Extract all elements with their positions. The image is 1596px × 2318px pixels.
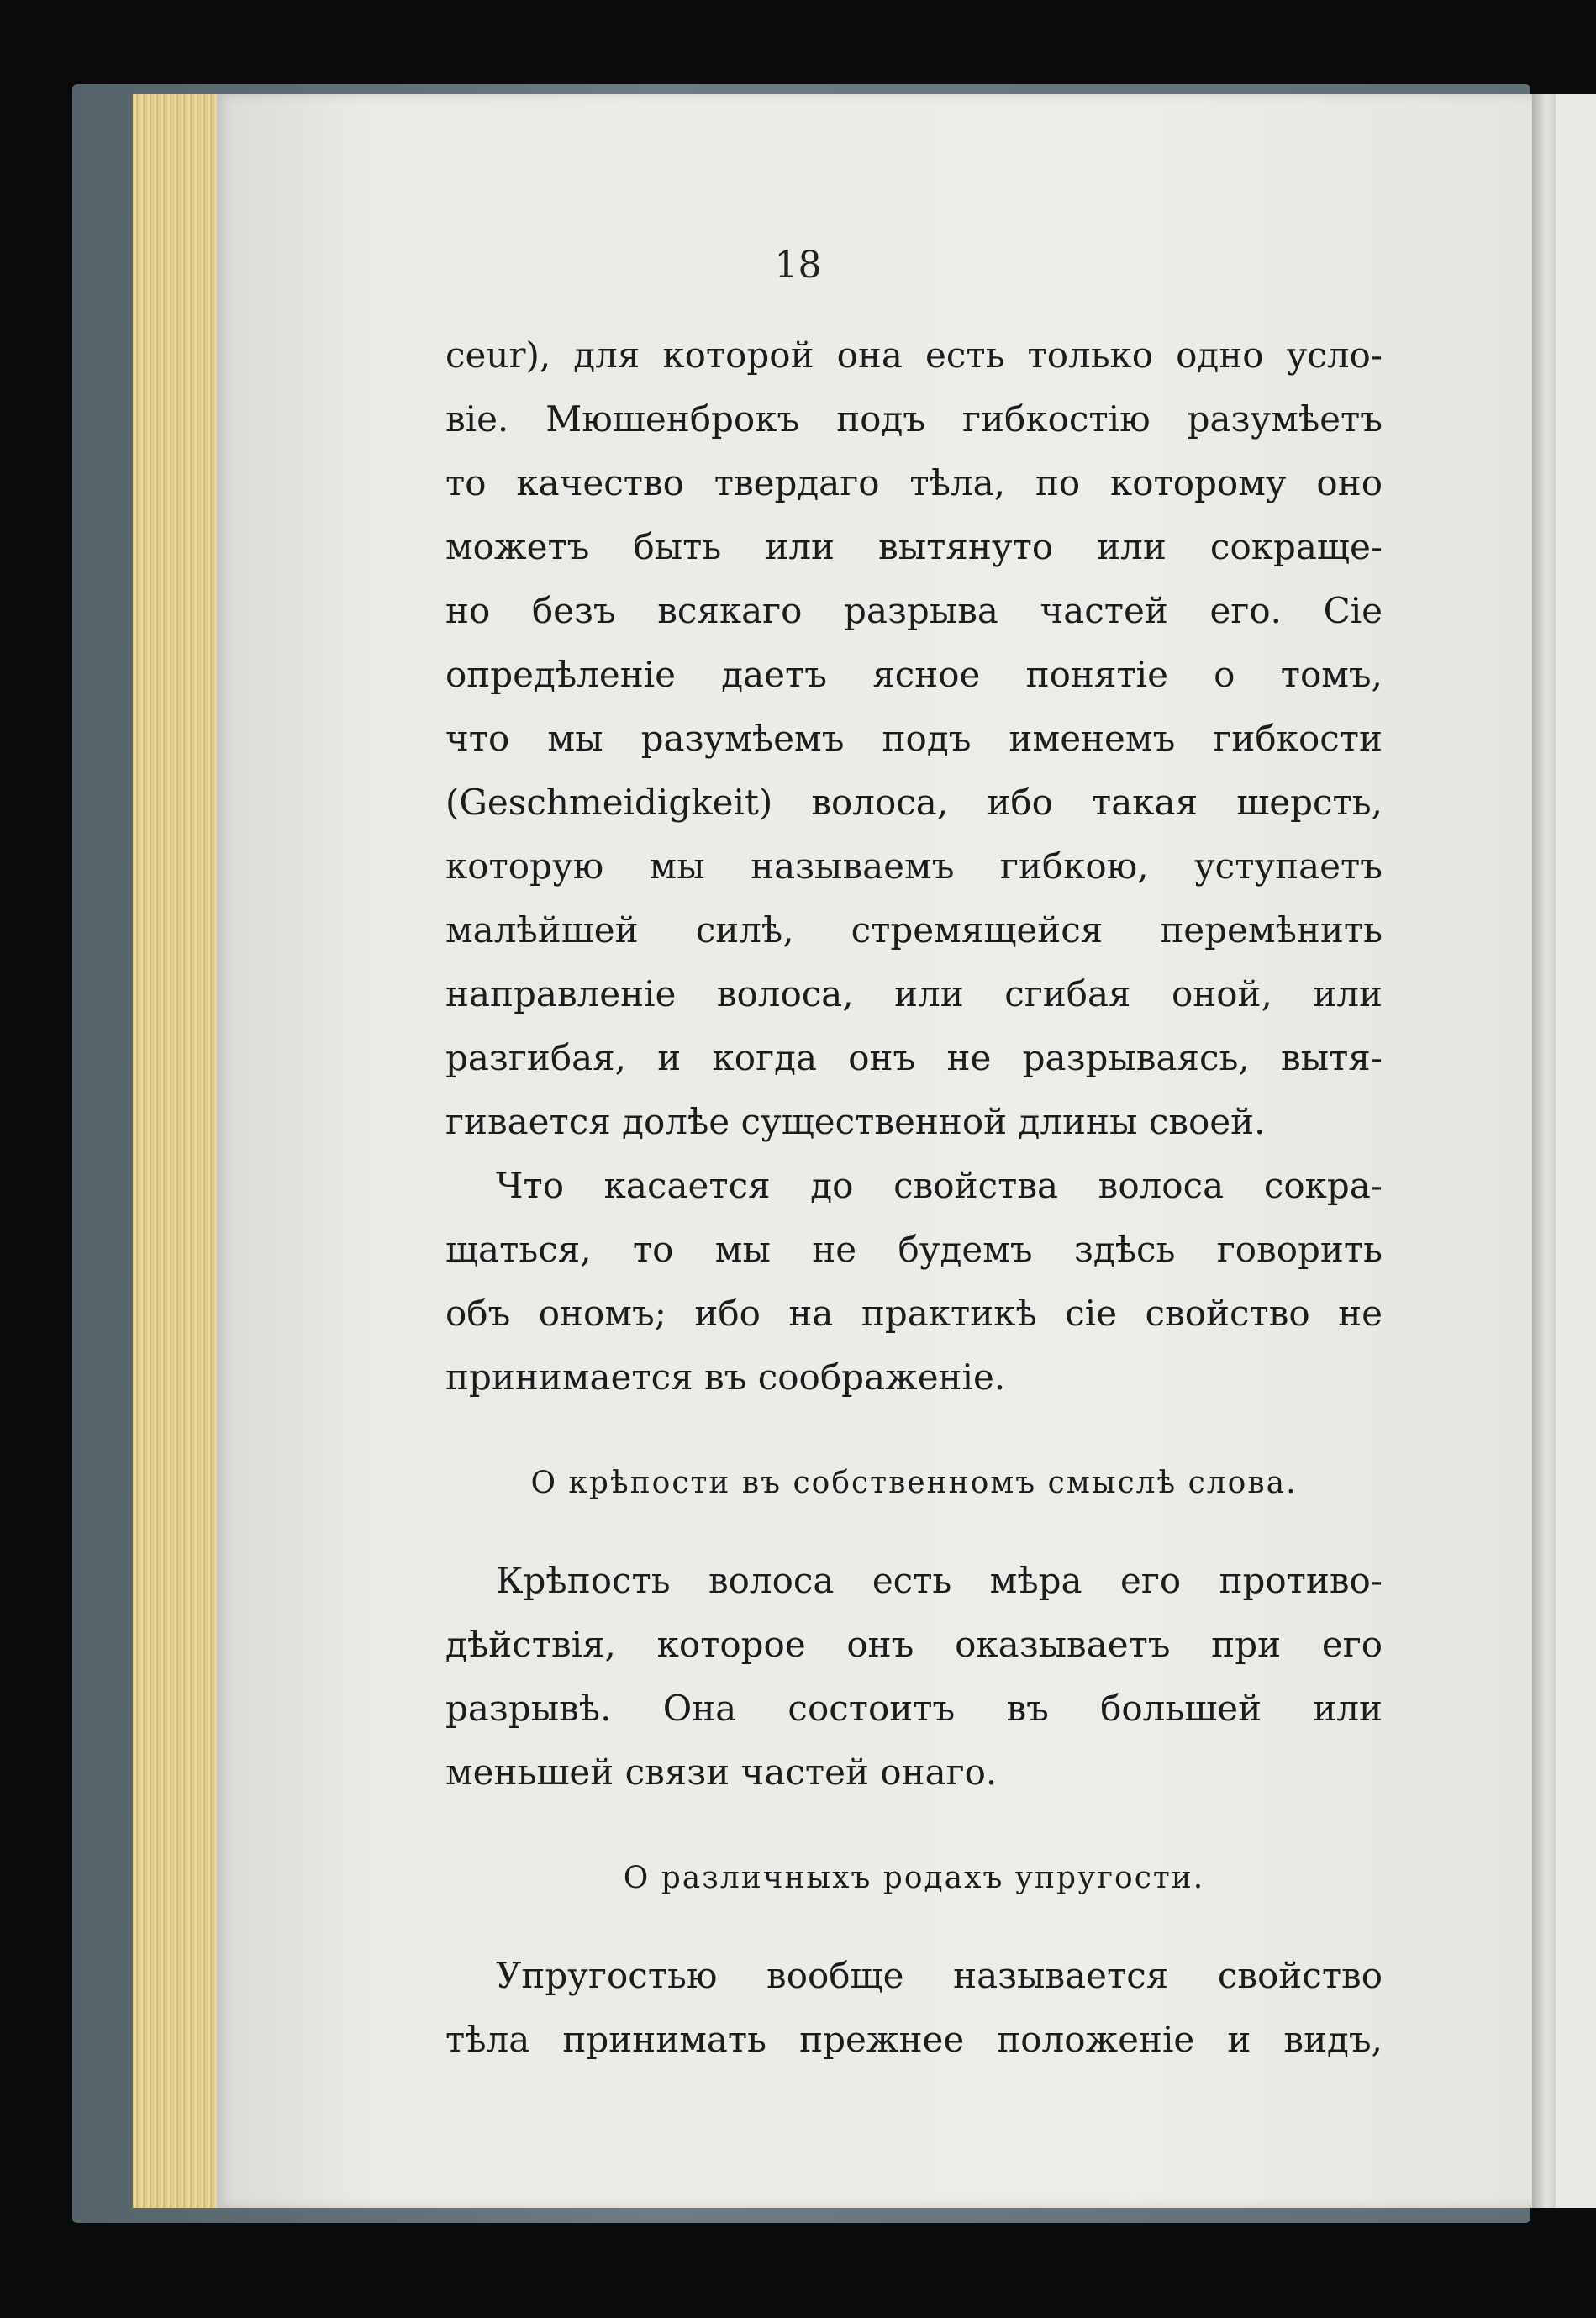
text-line: щаться, то мы не будемъ здѣсь говорить	[445, 1229, 1383, 1270]
text-line: Крѣпость волоса есть мѣра его противо-	[496, 1560, 1383, 1601]
text-line: малѣйшей силѣ, стремящейся перемѣнить	[445, 909, 1383, 951]
facing-page-edge	[1556, 94, 1596, 2208]
text-line: віе. Мюшенброкъ подъ гибкостію разумѣетъ	[445, 398, 1383, 440]
text-line: разгибая, и когда онъ не разрываясь, вытя-	[445, 1037, 1383, 1078]
section-heading: О крѣпости въ собственномъ смыслѣ слова.	[530, 1466, 1298, 1500]
text-line: меньшей связи частей онаго.	[445, 1752, 998, 1793]
page-number: 18	[774, 244, 822, 287]
text-line: можетъ быть или вытянуто или сокраще-	[445, 526, 1383, 567]
text-line: то качество твердаго тѣла, по которому оно	[445, 462, 1383, 503]
text-line: Что касается до свойства волоса сокра-	[496, 1165, 1383, 1206]
text-line: опредѣленіе даетъ ясное понятіе о томъ,	[445, 654, 1383, 695]
section-heading: О различныхъ родахъ упругости.	[623, 1861, 1205, 1895]
text-line: разрывѣ. Она состоитъ въ большей или	[445, 1688, 1383, 1729]
text-line: принимается въ соображеніе.	[445, 1357, 1006, 1398]
text-line: (Geschmeidigkeit) волоса, ибо такая шерсть,	[445, 782, 1383, 823]
text-line: которую мы называемъ гибкою, уступаетъ	[445, 846, 1383, 887]
text-line: объ ономъ; ибо на практикѣ сіе свойство не	[445, 1293, 1383, 1334]
text-line: тѣла принимать прежнее положеніе и видъ,	[445, 2019, 1383, 2060]
text-line: ceur), для которой она есть только одно усло-	[445, 335, 1383, 376]
text-line: что мы разумѣемъ подъ именемъ гибкости	[445, 718, 1383, 759]
text-line: Упругостью вообще называется свойство	[496, 1955, 1383, 1996]
page-edges	[133, 94, 225, 2208]
text-line: дѣйствія, которое онъ оказываетъ при его	[445, 1624, 1383, 1665]
text-line: гивается долѣе существенной длины своей.	[445, 1101, 1266, 1142]
book-gutter	[1532, 94, 1556, 2208]
text-line: но безъ всякаго разрыва частей его. Сіе	[445, 590, 1383, 631]
text-line: направленіе волоса, или сгибая оной, или	[445, 973, 1383, 1014]
